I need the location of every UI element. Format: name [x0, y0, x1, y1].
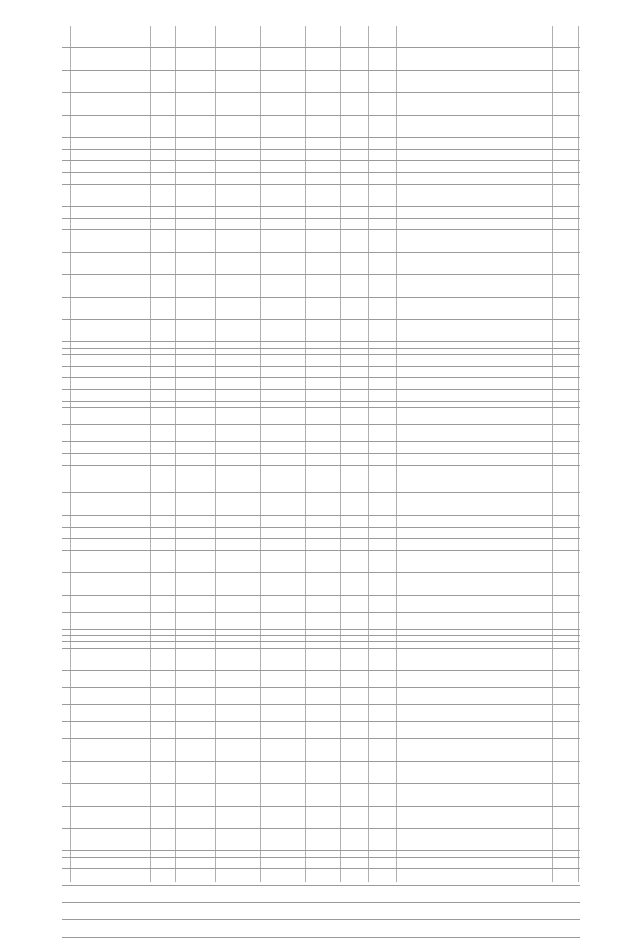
table-row — [62, 367, 580, 379]
table-row — [62, 858, 580, 870]
table-row — [62, 829, 580, 851]
inventory-table — [62, 26, 580, 938]
table-row — [62, 454, 580, 466]
table-row — [62, 807, 580, 829]
table-row — [62, 762, 580, 784]
table-row — [62, 355, 580, 367]
table-row — [62, 551, 580, 573]
table-row — [62, 138, 580, 150]
table-row — [62, 93, 580, 115]
table-row — [62, 173, 580, 185]
table-row — [62, 219, 580, 231]
table-row — [62, 516, 580, 528]
table-row — [62, 688, 580, 705]
table-row — [62, 442, 580, 454]
table-row — [62, 48, 580, 70]
table-row — [62, 320, 580, 342]
table-row — [62, 150, 580, 162]
table-row — [62, 378, 580, 390]
table-row — [62, 705, 580, 722]
table-row — [62, 185, 580, 207]
table-row — [62, 739, 580, 761]
table-row — [62, 528, 580, 540]
table-row — [62, 493, 580, 515]
table-row — [62, 275, 580, 297]
table-row — [62, 390, 580, 402]
table-row — [62, 596, 580, 613]
table-row — [62, 649, 580, 671]
table-row — [62, 253, 580, 275]
table-row — [62, 903, 580, 920]
table-row — [62, 207, 580, 219]
table-row — [62, 613, 580, 630]
table-row — [62, 116, 580, 138]
table-row — [62, 466, 580, 494]
table-row — [62, 671, 580, 688]
table-row — [62, 161, 580, 173]
table-row — [62, 26, 580, 48]
table-row — [62, 573, 580, 595]
table-row — [62, 920, 580, 937]
table-row — [62, 722, 580, 739]
table-row — [62, 886, 580, 903]
table-row — [62, 784, 580, 806]
table-row — [62, 539, 580, 551]
table-row — [62, 298, 580, 320]
table-row — [62, 71, 580, 93]
table-row — [62, 425, 580, 442]
table-row — [62, 869, 580, 886]
table-row — [62, 230, 580, 252]
table-row — [62, 408, 580, 425]
